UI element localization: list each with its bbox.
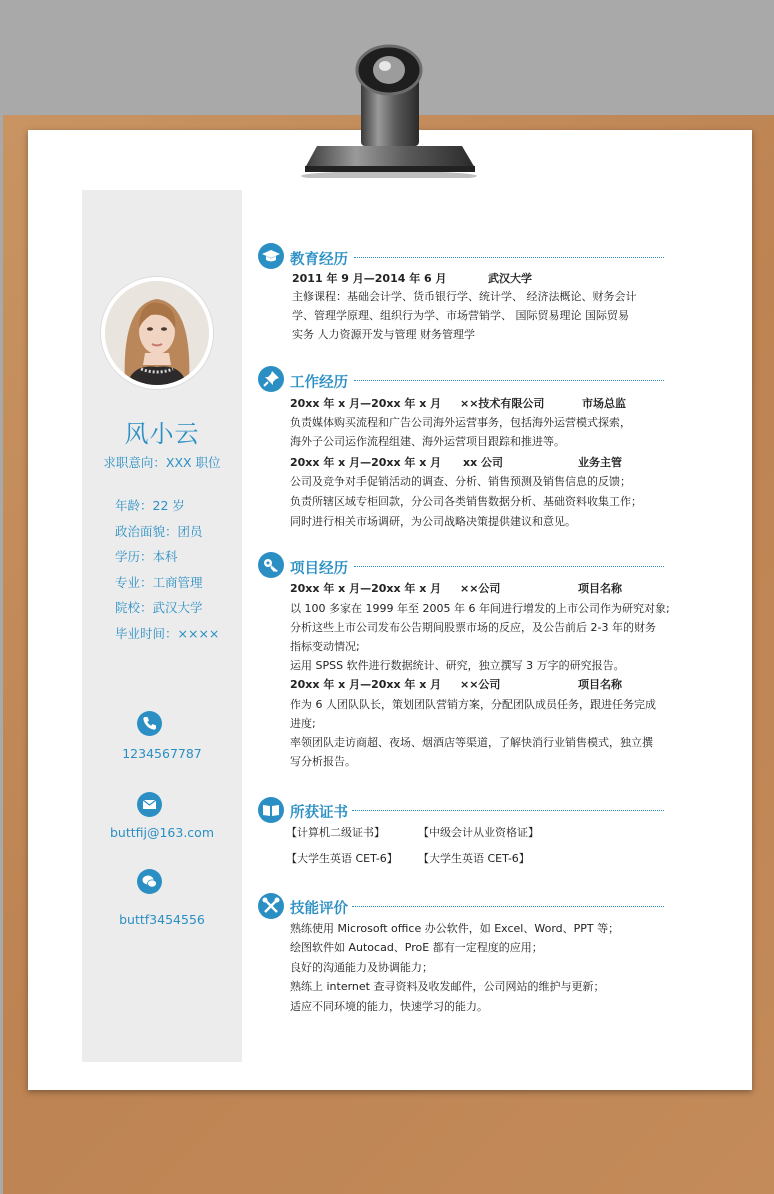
project-company: ××公司 (460, 678, 501, 691)
project-description: 运用 SPSS 软件进行数据统计、研究，独立撰写 3 万字的研究报告。 (290, 659, 625, 672)
info-major: 专业：工商管理 (115, 575, 203, 590)
section-divider (352, 906, 664, 907)
work-description: 同时进行相关市场调研，为公司战略决策提供建议和意见。 (290, 515, 576, 528)
skill-item: 熟练使用 Microsoft office 办公软件，如 Excel、Word、PPT 等； (290, 922, 620, 935)
work-role: 业务主管 (578, 456, 622, 469)
mail-icon (137, 792, 162, 817)
section-divider (354, 566, 664, 567)
job-intent: 求职意向：XXX 职位 (103, 455, 221, 470)
work-description: 负责所辖区域专柜回款，分公司各类销售数据分析、基础资料收集工作； (290, 495, 642, 508)
certificate-item: 【中级会计从业资格证】 (418, 826, 539, 839)
tools-icon (258, 893, 284, 919)
work-period: 20xx 年 x 月—20xx 年 x 月 (290, 397, 442, 410)
info-education-level: 学历：本科 (115, 549, 178, 564)
section-divider (354, 380, 664, 381)
project-description: 作为 6 人团队队长，策划团队营销方案，分配团队成员任务，跟进任务完成 (290, 698, 656, 711)
book-icon (258, 797, 284, 823)
project-description: 以 100 多家在 1999 年至 2005 年 6 年间进行增发的上市公司作为研究对象; (290, 602, 670, 615)
project-period: 20xx 年 x 月—20xx 年 x 月 (290, 582, 442, 595)
pushpin-icon (258, 366, 284, 392)
project-description: 进度; (290, 717, 316, 730)
work-period: 20xx 年 x 月—20xx 年 x 月 (290, 456, 442, 469)
project-description: 指标变动情况; (290, 640, 360, 653)
contact-phone: 1234567787 (122, 746, 202, 761)
project-description: 写分析报告。 (290, 755, 356, 768)
project-description: 率领团队走访商超、夜场、烟酒店等渠道，了解快消行业销售模式，独立撰 (290, 736, 653, 749)
graduation-cap-icon (258, 243, 284, 269)
certificate-item: 【大学生英语 CET-6】 (286, 852, 398, 865)
section-divider (352, 810, 664, 811)
contact-email: buttfij@163.com (109, 825, 215, 840)
project-period: 20xx 年 x 月—20xx 年 x 月 (290, 678, 442, 691)
project-description: 分析这些上市公司发布公告期间股票市场的反应，及公告前后 2-3 年的财务 (290, 621, 656, 634)
section-title-projects: 项目经历 (290, 561, 348, 577)
skill-item: 适应不同环境的能力，快速学习的能力。 (290, 1000, 488, 1013)
education-school: 武汉大学 (488, 272, 532, 285)
avatar (101, 277, 213, 389)
info-graduation: 毕业时间：×××× (115, 626, 220, 641)
project-name: 项目名称 (578, 582, 622, 595)
work-description: 海外子公司运作流程组建、海外运营项目跟踪和推进等。 (290, 435, 565, 448)
candidate-name: 风小云 (124, 420, 200, 448)
info-school: 院校：武汉大学 (115, 600, 203, 615)
key-icon (258, 552, 284, 578)
work-description: 公司及竞争对手促销活动的调查、分析、销售预测及销售信息的反馈； (290, 475, 631, 488)
binder-clip-icon (297, 28, 482, 178)
education-period: 2011 年 9 月—2014 年 6 月 (292, 272, 447, 285)
skill-item: 熟练上 internet 查寻资料及收发邮件，公司网站的维护与更新； (290, 980, 605, 993)
certificate-item: 【计算机二级证书】 (286, 826, 385, 839)
section-title-certificates: 所获证书 (290, 805, 348, 821)
education-courses-line: 学、管理学原理、组织行为学、市场营销学、 国际贸易理论 国际贸易 (292, 309, 629, 322)
work-role: 市场总监 (582, 397, 626, 410)
section-divider (354, 257, 664, 258)
work-description: 负责媒体购买流程和广告公司海外运营事务，包括海外运营模式探索， (290, 416, 631, 429)
project-name: 项目名称 (578, 678, 622, 691)
wechat-icon (137, 869, 162, 894)
section-title-skills: 技能评价 (290, 901, 348, 917)
section-title-work: 工作经历 (290, 375, 348, 391)
work-company: xx 公司 (463, 456, 504, 469)
info-age: 年龄：22 岁 (115, 498, 185, 513)
info-politics: 政治面貌：团员 (115, 524, 203, 539)
section-title-education: 教育经历 (290, 252, 348, 268)
certificate-item: 【大学生英语 CET-6】 (418, 852, 530, 865)
skill-item: 绘图软件如 Autocad、ProE 都有一定程度的应用； (290, 941, 543, 954)
phone-icon (137, 711, 162, 736)
contact-wechat: buttf3454556 (119, 912, 205, 927)
project-company: ××公司 (460, 582, 501, 595)
work-company: ××技术有限公司 (460, 397, 545, 410)
education-courses-line: 实务 人力资源开发与管理 财务管理学 (292, 328, 475, 341)
skill-item: 良好的沟通能力及协调能力； (290, 961, 433, 974)
education-courses-line: 主修课程：基础会计学、货币银行学、统计学、 经济法概论、财务会计 (292, 290, 637, 303)
